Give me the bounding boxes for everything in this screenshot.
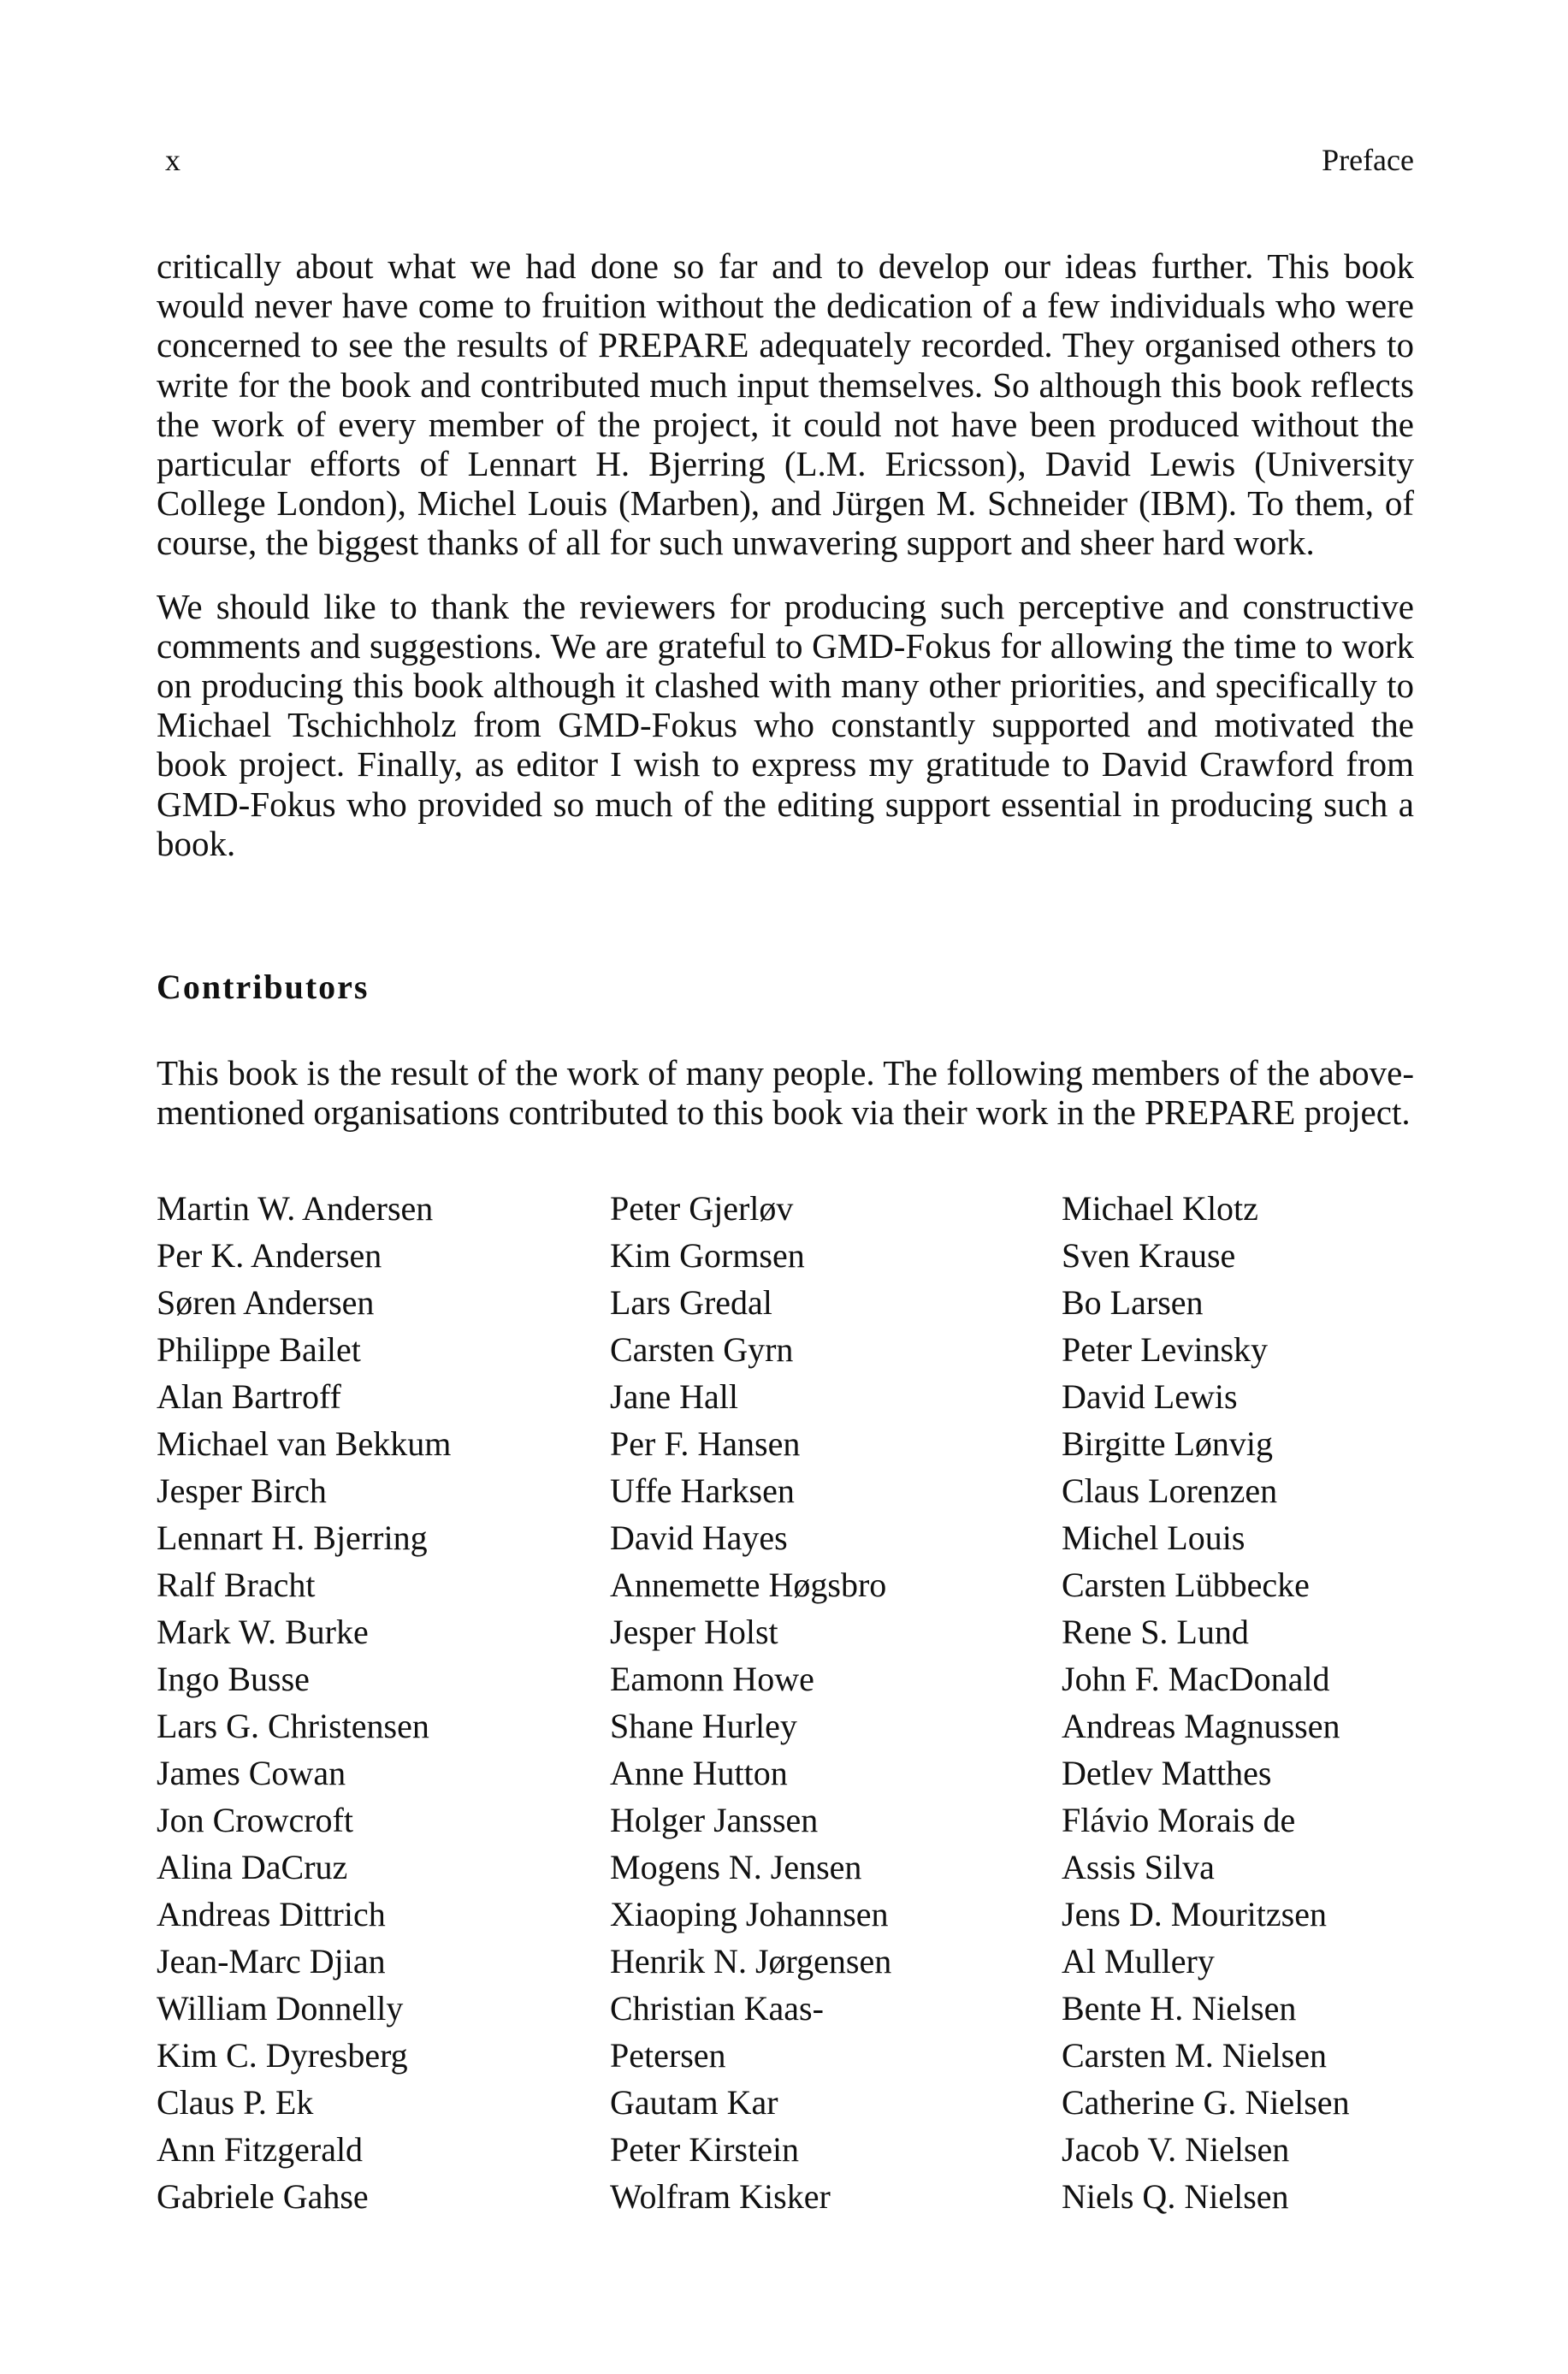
contributor-name: Detlev Matthes (1062, 1753, 1272, 1792)
contributor-name: Lars G. Christensen (157, 1706, 429, 1745)
contributor-name: Assis Silva (1062, 1847, 1215, 1886)
contributor-name: Wolfram Kisker (610, 2176, 831, 2216)
contributor-name: Petersen (610, 2035, 726, 2075)
contributor-name: Peter Kirstein (610, 2129, 800, 2169)
contributor-name: Per F. Hansen (610, 1424, 801, 1463)
running-header (157, 142, 1414, 185)
contributor-name: David Hayes (610, 1518, 788, 1557)
contributor-name: Gabriele Gahse (157, 2176, 369, 2216)
contributor-name: Per K. Andersen (157, 1235, 382, 1275)
contributor-name: Mark W. Burke (157, 1612, 369, 1651)
contributor-name: Ralf Bracht (157, 1565, 316, 1604)
contributor-name: Lennart H. Bjerring (157, 1518, 428, 1557)
contributor-name: Jean-Marc Djian (157, 1941, 386, 1980)
contributor-name: Peter Levinsky (1062, 1329, 1269, 1369)
contributor-name: David Lewis (1062, 1376, 1238, 1416)
contributor-name: Kim Gormsen (610, 1235, 805, 1275)
contributor-name: Annemette Høgsbro (610, 1565, 887, 1604)
contributor-name: Jacob V. Nielsen (1062, 2129, 1290, 2169)
contributor-name: Jens D. Mouritzsen (1062, 1894, 1327, 1933)
contributor-name: Carsten Gyrn (610, 1329, 794, 1369)
contributors-column-3 (1062, 1189, 1350, 2224)
contributor-name: Shane Hurley (610, 1706, 797, 1745)
contributor-name: Jesper Birch (157, 1471, 327, 1510)
contributor-name: Andreas Magnussen (1062, 1706, 1340, 1745)
contributor-name: Lars Gredal (610, 1282, 772, 1322)
preface-body (157, 246, 1414, 887)
contributor-name: Claus P. Ek (157, 2082, 314, 2122)
contributor-name: Rene S. Lund (1062, 1612, 1249, 1651)
contributor-name: Eamonn Howe (610, 1659, 814, 1698)
contributor-name: Michel Louis (1062, 1518, 1246, 1557)
contributor-name: Mogens N. Jensen (610, 1847, 862, 1886)
contributor-name: Gautam Kar (610, 2082, 778, 2122)
contributor-name: Henrik N. Jørgensen (610, 1941, 892, 1980)
contributor-name: Catherine G. Nielsen (1062, 2082, 1350, 2122)
contributor-name: William Donnelly (157, 1988, 404, 2028)
contributor-name: Claus Lorenzen (1062, 1471, 1278, 1510)
contributor-name: Sven Krause (1062, 1235, 1236, 1275)
contributor-name: Birgitte Lønvig (1062, 1424, 1274, 1463)
contributor-name: Jon Crowcroft (157, 1800, 353, 1839)
contributor-name: Xiaoping Johannsen (610, 1894, 889, 1933)
paragraph: We should like to thank the reviewers for producing such perceptive and constructive comments and suggestions. We are grateful to GMD-Fokus for allowing the time to work on producing this book although it clashed with many other priorities, and specifically to Michael Tschichholz from GMD-Fokus who constantly supported and motivated the book project. Finally, as editor I wish to express my gratitude to David Crawford from GMD-Fokus who provided so much of the editing support essential in producing such a book. (157, 586, 1414, 863)
contributor-name: Kim C. Dyresberg (157, 2035, 408, 2075)
contributor-name: Andreas Dittrich (157, 1894, 386, 1933)
contributors-column-1 (157, 1189, 451, 2224)
contributor-name: Jane Hall (610, 1376, 738, 1416)
paragraph: critically about what we had done so far and to develop our ideas further. This book would never have come to fruition without the dedication of a few individuals who were concerned to see the results of PREPARE adequately recorded. They organised others to write for the book and contributed much input themselves. So although this book reflects the work of every member of the project, it could not have been produced without the particular efforts of Lennart H. Bjerring (L.M. Ericsson), David Lewis (University College London), Michel Louis (Marben), and Jürgen M. Schneider (IBM). To them, of course, the biggest thanks of all for such unwavering support and sheer hard work. (157, 246, 1414, 563)
contributor-name: Ingo Busse (157, 1659, 310, 1698)
contributor-name: Holger Janssen (610, 1800, 819, 1839)
contributor-name: John F. MacDonald (1062, 1659, 1330, 1698)
contributor-name: Alan Bartroff (157, 1376, 341, 1416)
contributor-name: Martin W. Andersen (157, 1189, 434, 1228)
contributor-name: Carsten Lübbecke (1062, 1565, 1310, 1604)
contributor-name: Alina DaCruz (157, 1847, 348, 1886)
contributor-name: Ann Fitzgerald (157, 2129, 364, 2169)
contributors-column-2 (610, 1189, 891, 2224)
page-number: x (165, 143, 180, 177)
book-page (157, 0, 1414, 2374)
contributor-name: Anne Hutton (610, 1753, 788, 1792)
contributor-name: Jesper Holst (610, 1612, 778, 1651)
contributors-intro: This book is the result of the work of many people. The following members of the above-mentioned organisations contributed to this book via their work in the PREPARE project. (157, 1053, 1414, 1133)
contributor-name: Carsten M. Nielsen (1062, 2035, 1327, 2075)
contributor-name: Søren Andersen (157, 1282, 375, 1322)
contributor-name: Bente H. Nielsen (1062, 1988, 1297, 2028)
contributor-name: Niels Q. Nielsen (1062, 2176, 1289, 2216)
contributor-name: Bo Larsen (1062, 1282, 1204, 1322)
contributor-name: Michael van Bekkum (157, 1424, 452, 1463)
contributor-name: Philippe Bailet (157, 1329, 361, 1369)
contributor-name: Uffe Harksen (610, 1471, 795, 1510)
contributor-name: James Cowan (157, 1753, 346, 1792)
contributor-name: Flávio Morais de (1062, 1800, 1296, 1839)
contributor-name: Al Mullery (1062, 1941, 1215, 1980)
contributor-name: Michael Klotz (1062, 1189, 1258, 1228)
contributor-name: Peter Gjerløv (610, 1189, 794, 1228)
section-heading-contributors: Contributors (157, 968, 370, 1006)
contributor-name: Christian Kaas- (610, 1988, 824, 2028)
running-title: Preface (1322, 143, 1414, 177)
